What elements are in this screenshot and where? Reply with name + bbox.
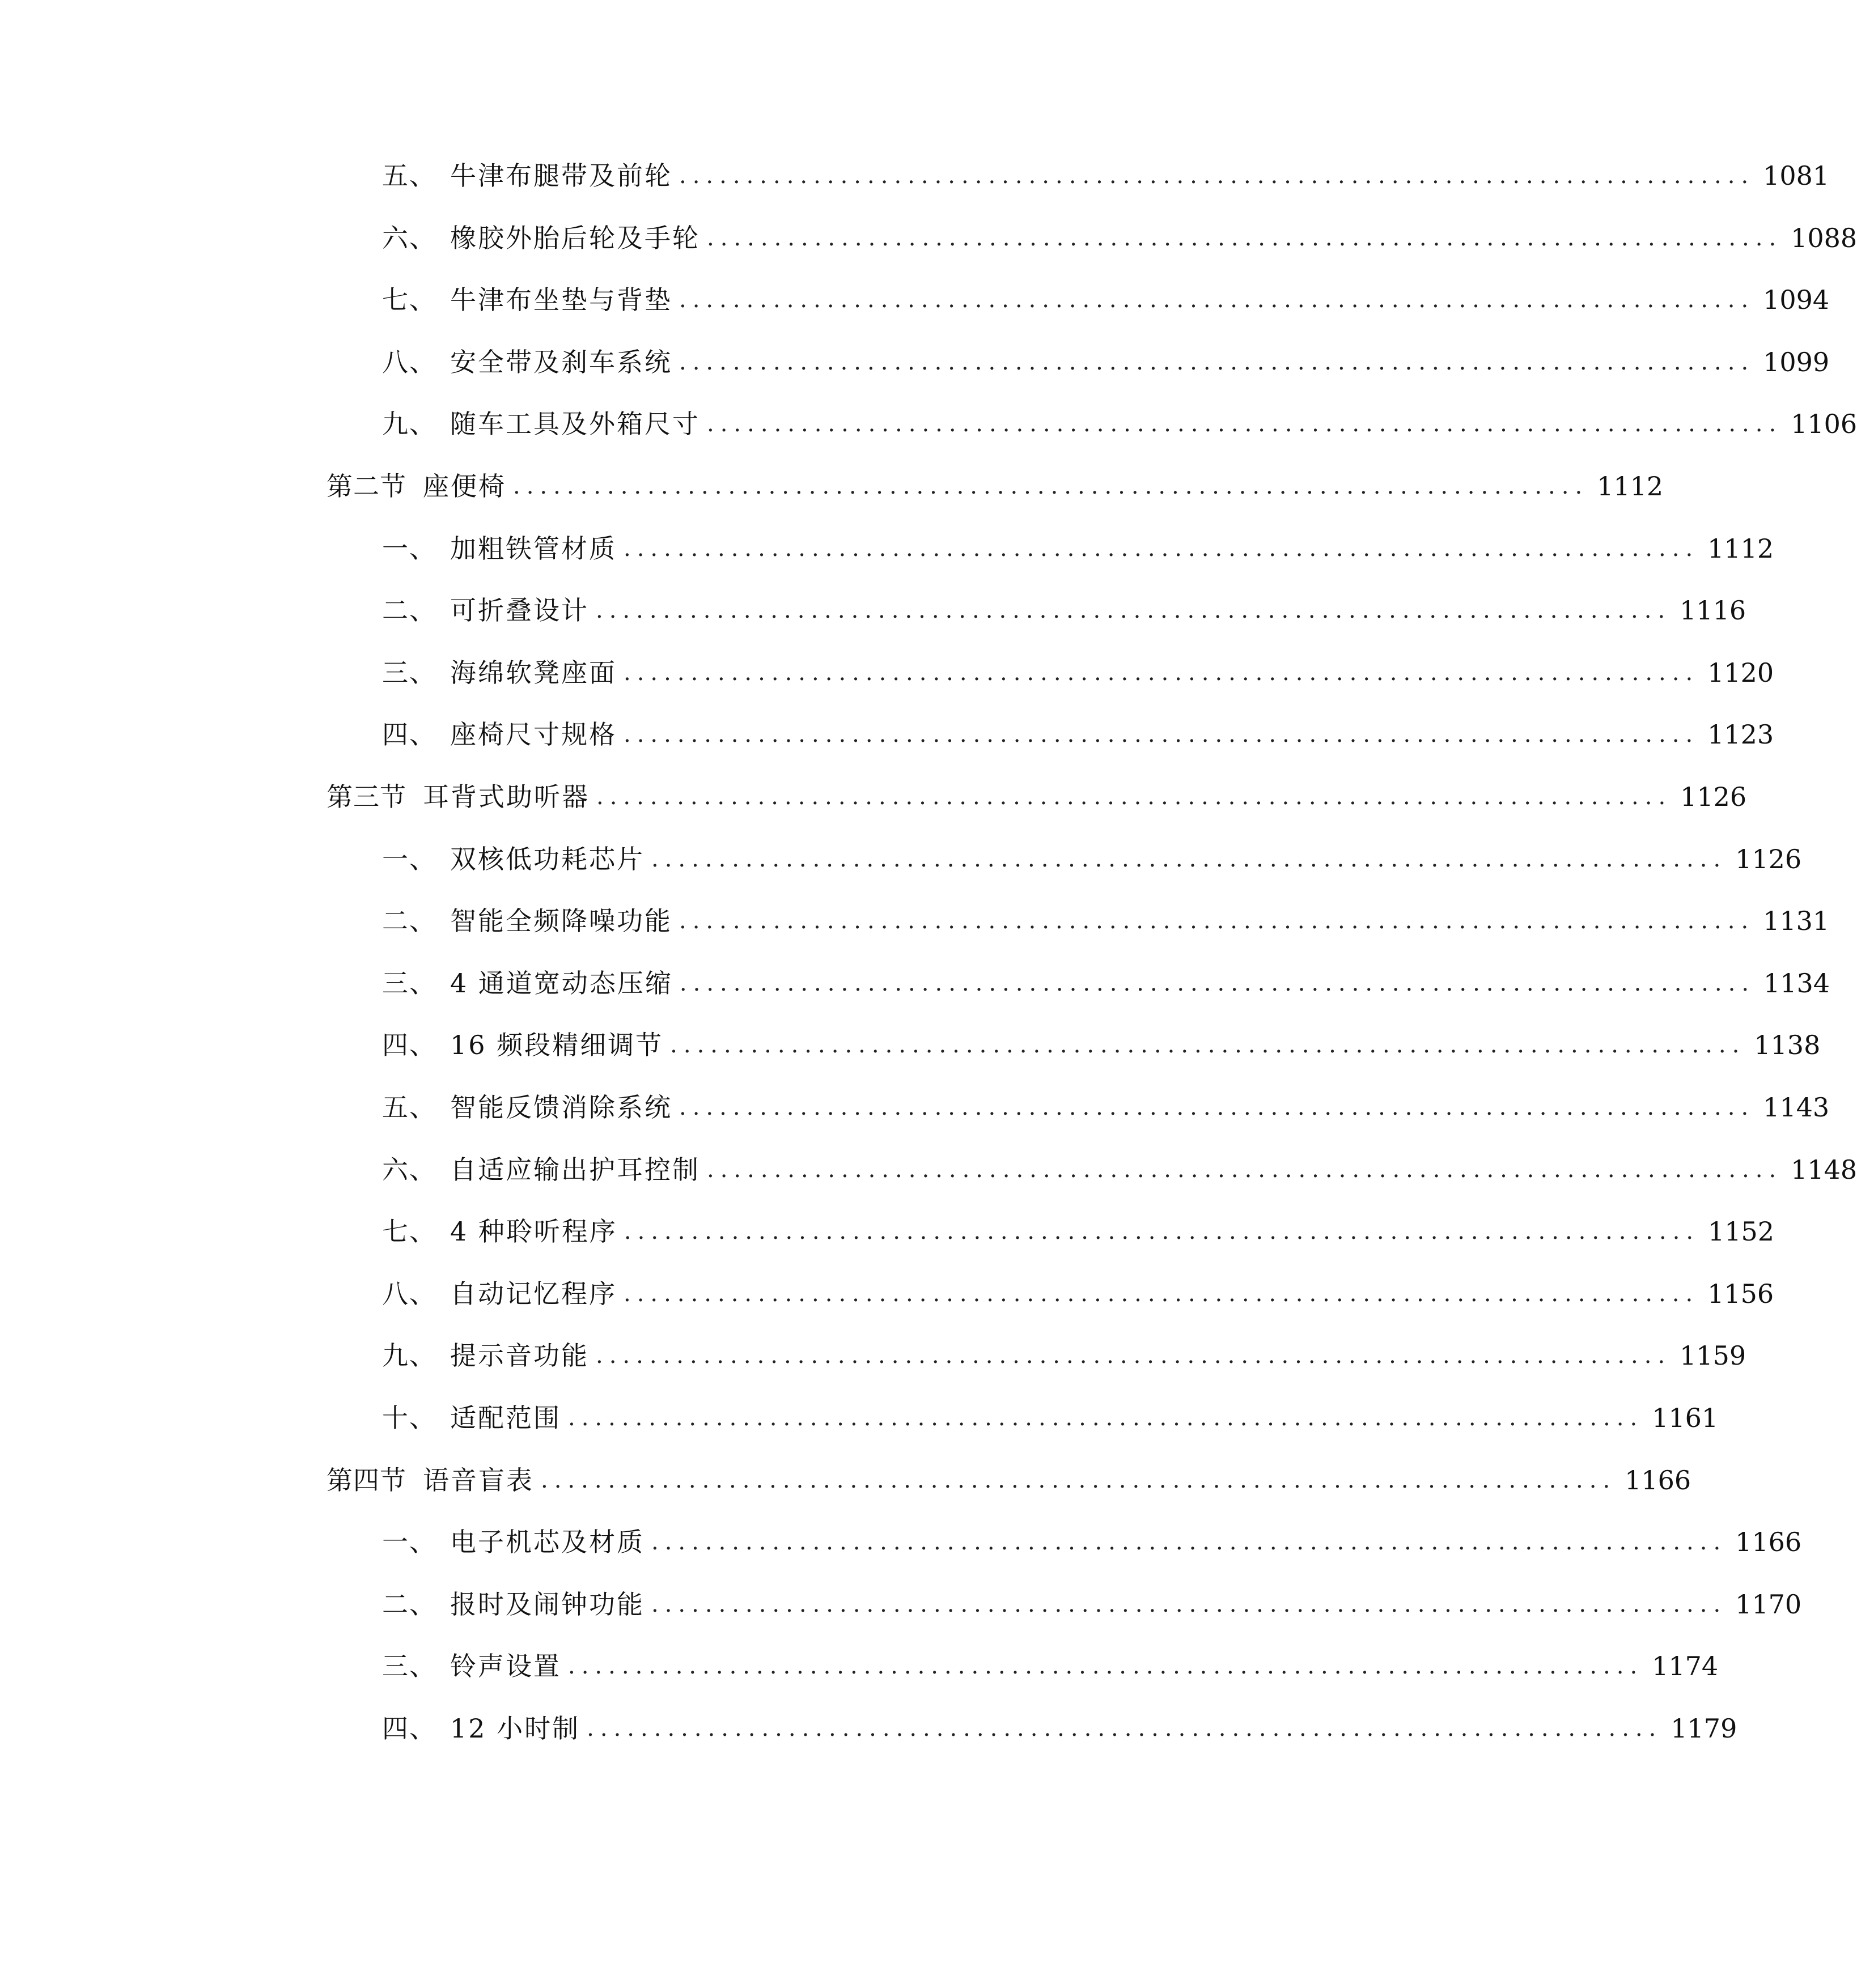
toc-leader-dots: ................................................................................	[596, 597, 1672, 623]
toc-entry-title: 16 频段精细调节	[450, 1030, 664, 1060]
toc-leader-dots: ................................................................................	[651, 1529, 1727, 1555]
toc-leader-dots: ................................................................................	[679, 349, 1755, 375]
toc-entry-title: 可折叠设计	[450, 595, 589, 626]
toc-entry-label	[0, 1209, 617, 1254]
toc-entry-number: 一、	[382, 844, 436, 874]
toc-leader-dots: ................................................................................	[670, 1032, 1746, 1058]
toc-leader-dots: ................................................................................	[596, 784, 1672, 810]
toc-entry-number: 七、	[382, 1216, 436, 1247]
toc-entry-title: 自适应输出护耳控制	[450, 1154, 700, 1185]
toc-entry-number: 第三节	[327, 781, 406, 812]
toc-entry-number: 七、	[382, 284, 436, 315]
toc-entry-number: 二、	[382, 595, 436, 626]
toc-entry-page-number: 1112	[1707, 533, 1774, 564]
toc-entry-page-number: 1143	[1763, 1092, 1830, 1123]
toc-entry[interactable]	[0, 1271, 1774, 1316]
toc-leader-dots: ................................................................................	[679, 970, 1756, 996]
toc-entry-number: 二、	[382, 906, 436, 936]
toc-entry-title: 安全带及刹车系统	[450, 347, 672, 377]
toc-entry-page-number: 1152	[1708, 1216, 1775, 1247]
toc-entry-page-number: 1126	[1680, 781, 1747, 812]
toc-entry-number: 九、	[382, 1340, 436, 1371]
toc-entry[interactable]	[0, 401, 1857, 447]
toc-entry-label	[0, 526, 617, 571]
toc-leader-dots: ................................................................................	[624, 536, 1699, 562]
toc-entry[interactable]	[0, 1085, 1830, 1130]
toc-entry[interactable]	[0, 961, 1830, 1006]
toc-entry-title: 语音盲表	[423, 1465, 534, 1496]
toc-entry-number: 六、	[382, 1154, 436, 1185]
toc-entry-page-number: 1120	[1707, 657, 1774, 688]
toc-entry-label	[0, 1085, 672, 1130]
toc-entry-label	[0, 1333, 589, 1378]
toc-entry-title: 座椅尺寸规格	[450, 719, 617, 750]
toc-entry-title: 牛津布腿带及前轮	[450, 160, 672, 191]
toc-entry-label	[0, 1643, 561, 1689]
toc-leader-dots: ................................................................................	[624, 721, 1699, 747]
toc-entry[interactable]	[0, 1209, 1775, 1254]
toc-entry[interactable]	[0, 1333, 1746, 1378]
toc-entry-title: 12 小时制	[450, 1713, 580, 1744]
toc-entry-title: 橡胶外胎后轮及手轮	[450, 223, 700, 253]
toc-entry-page-number: 1159	[1680, 1340, 1746, 1371]
toc-entry-label	[0, 1147, 700, 1192]
toc-entry-number: 六、	[382, 223, 436, 253]
toc-entry[interactable]	[0, 1395, 1719, 1441]
toc-entry-label	[0, 650, 617, 695]
toc-leader-dots: ................................................................................	[541, 1467, 1617, 1493]
toc-entry-number: 三、	[382, 1651, 436, 1681]
toc-entry-number: 三、	[382, 657, 436, 688]
toc-entry-title: 耳背式助听器	[423, 781, 590, 812]
toc-entry-number: 一、	[382, 533, 436, 564]
toc-leader-dots: ................................................................................	[587, 1715, 1663, 1741]
toc-entry-label	[0, 961, 673, 1006]
toc-entry-title: 智能反馈消除系统	[450, 1092, 672, 1123]
toc-entry-label	[0, 1582, 645, 1627]
toc-leader-dots: ................................................................................	[707, 411, 1783, 437]
toc-entry-page-number: 1088	[1791, 223, 1857, 253]
toc-entry[interactable]	[0, 153, 1830, 198]
toc-entry-number: 五、	[382, 160, 436, 191]
toc-entry[interactable]	[0, 1706, 1737, 1751]
toc-entry-page-number: 1156	[1707, 1278, 1774, 1309]
toc-entry-label	[0, 1271, 617, 1316]
toc-entry-title: 海绵软凳座面	[450, 657, 617, 688]
toc-entry-title: 随车工具及外箱尺寸	[450, 409, 700, 439]
toc-entry-page-number: 1170	[1735, 1589, 1802, 1620]
toc-entry-page-number: 1112	[1597, 471, 1664, 502]
toc-leader-dots: ................................................................................	[596, 1343, 1672, 1369]
toc-entry-label	[0, 898, 672, 944]
toc-entry-number: 八、	[382, 347, 436, 377]
toc-entry-page-number: 1099	[1763, 347, 1830, 377]
toc-entry-label	[0, 401, 700, 447]
toc-entry-title: 自动记忆程序	[450, 1278, 617, 1309]
toc-leader-dots: ................................................................................	[624, 1281, 1699, 1307]
toc-entry-label	[0, 464, 506, 509]
toc-entry[interactable]	[0, 215, 1857, 261]
toc-entry-label	[0, 1519, 645, 1565]
toc-entry[interactable]	[0, 1022, 1821, 1068]
toc-entry-title: 电子机芯及材质	[450, 1527, 645, 1557]
toc-entry-title: 牛津布坐垫与背垫	[450, 284, 672, 315]
toc-entry-title: 4 通道宽动态压缩	[450, 968, 673, 999]
toc-entry[interactable]	[0, 339, 1830, 385]
toc-entry-number: 四、	[382, 1030, 436, 1060]
toc-entry[interactable]	[0, 774, 1747, 819]
toc-entry-page-number: 1126	[1735, 844, 1802, 874]
toc-entry-label	[0, 712, 617, 757]
toc-entry-number: 八、	[382, 1278, 436, 1309]
toc-entry[interactable]	[0, 898, 1830, 944]
toc-entry-number: 一、	[382, 1527, 436, 1557]
toc-entry-label	[0, 1022, 663, 1068]
toc-leader-dots: ................................................................................	[679, 908, 1755, 934]
toc-leader-dots: ................................................................................	[624, 660, 1699, 686]
toc-entry-title: 双核低功耗芯片	[450, 844, 645, 874]
toc-entry-title: 座便椅	[423, 471, 506, 502]
toc-entry-label	[0, 277, 672, 322]
toc-entry-number: 四、	[382, 1713, 436, 1744]
toc-entry-number: 二、	[382, 1589, 436, 1620]
toc-entry-label	[0, 1458, 534, 1503]
toc-entry[interactable]	[0, 526, 1774, 571]
toc-entry-page-number: 1174	[1652, 1651, 1719, 1681]
toc-entry-label	[0, 1395, 561, 1441]
toc-entry[interactable]	[0, 1147, 1857, 1192]
toc-leader-dots: ................................................................................	[679, 1094, 1755, 1120]
toc-entry[interactable]	[0, 712, 1774, 757]
toc-entry[interactable]	[0, 1643, 1719, 1689]
toc-leader-dots: ................................................................................	[679, 163, 1755, 189]
toc-entry-number: 十、	[382, 1403, 436, 1433]
toc-leader-dots: ................................................................................	[651, 846, 1727, 872]
toc-entry-title: 提示音功能	[450, 1340, 589, 1371]
toc-entry-number: 五、	[382, 1092, 436, 1123]
toc-entry-title: 铃声设置	[450, 1651, 561, 1681]
toc-entry-label	[0, 215, 700, 261]
toc-entry-page-number: 1134	[1763, 968, 1830, 999]
toc-entry-page-number: 1161	[1652, 1403, 1719, 1433]
toc-entry-page-number: 1138	[1754, 1030, 1821, 1060]
toc-entry-page-number: 1166	[1735, 1527, 1802, 1557]
toc-entry-title: 适配范围	[450, 1403, 561, 1433]
toc-leader-dots: ................................................................................	[707, 225, 1783, 251]
toc-entry[interactable]	[0, 277, 1830, 322]
toc-entry-label	[0, 588, 589, 633]
toc-entry-page-number: 1123	[1707, 719, 1774, 750]
toc-entry-page-number: 1148	[1791, 1154, 1857, 1185]
toc-leader-dots: ................................................................................	[679, 287, 1755, 313]
toc-leader-dots: ................................................................................	[568, 1653, 1644, 1679]
toc-entry-number: 第二节	[327, 471, 406, 502]
toc-entry-title: 报时及闹钟功能	[450, 1589, 645, 1620]
toc-leader-dots: ................................................................................	[513, 473, 1589, 499]
toc-entry[interactable]	[0, 588, 1746, 633]
toc-entry-number: 九、	[382, 409, 436, 439]
toc-leader-dots: ................................................................................	[707, 1157, 1783, 1183]
toc-entry-page-number: 1166	[1625, 1465, 1691, 1496]
toc-entry-title: 4 种聆听程序	[450, 1216, 617, 1247]
toc-entry-page-number: 1179	[1671, 1713, 1737, 1744]
toc-entry[interactable]	[0, 1582, 1802, 1627]
toc-entry-page-number: 1094	[1763, 284, 1830, 315]
toc-entry[interactable]	[0, 836, 1802, 882]
toc-entry-page-number: 1131	[1763, 906, 1830, 936]
toc-entry-title: 智能全频降噪功能	[450, 906, 672, 936]
toc-leader-dots: ................................................................................	[568, 1405, 1644, 1431]
toc-entry-label	[0, 339, 672, 385]
toc-entry-label	[0, 774, 590, 819]
toc-leader-dots: ................................................................................	[651, 1591, 1727, 1617]
toc-entry-page-number: 1116	[1680, 595, 1746, 626]
toc-entry[interactable]	[0, 1519, 1802, 1565]
toc-entry-label	[0, 1706, 580, 1751]
toc-entry-page-number: 1106	[1791, 409, 1857, 439]
toc-entry-number: 四、	[382, 719, 436, 750]
toc-entry-number: 三、	[382, 968, 436, 999]
toc-entry[interactable]	[0, 1458, 1691, 1503]
toc-entry-page-number: 1081	[1763, 160, 1830, 191]
toc-entry[interactable]	[0, 650, 1774, 695]
toc-entry-title: 加粗铁管材质	[450, 533, 617, 564]
toc-entry[interactable]	[0, 464, 1664, 509]
toc-entry-label	[0, 836, 645, 882]
toc-entry-label	[0, 153, 672, 198]
toc-leader-dots: ................................................................................	[624, 1218, 1700, 1244]
toc-entry-number: 第四节	[327, 1465, 406, 1496]
